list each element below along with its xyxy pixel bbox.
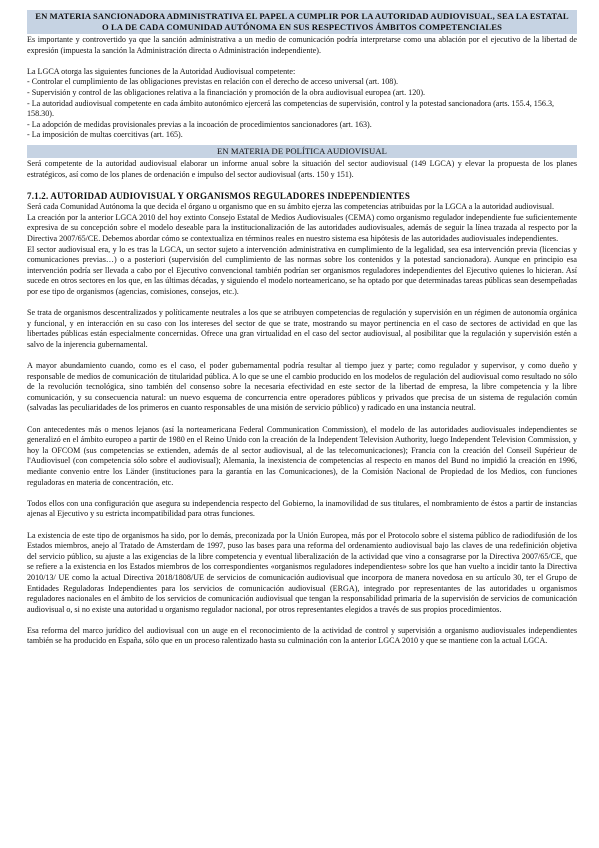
- function-item: - Controlar el cumplimiento de las obligaciones previstas en relación con el derecho de acceso universal (art. 108).: [27, 77, 399, 87]
- function-item: - La imposición de multas coercitivas (art. 165).: [27, 130, 183, 140]
- paragraph-functions-intro: La LGCA otorga las siguientes funciones de la Autoridad Audiovisual competente:: [27, 66, 296, 76]
- paragraph-9: Esa reforma del marco jurídico del audiovisual con un auge en el reconocimiento de la actividad de control y supervisión a organismo audiovisuales independientes también se ha producido en España, sólo que en un proceso ralentizado hasta su culminación con la anterior LGCA 2010 y que se mantiene con la actual LGCA.: [27, 625, 577, 646]
- paragraph-intro: Es importante y controvertido ya que la sanción administrativa a un medio de comunicación podría interpretarse como una ablación por el ejecutivo de la libertad de expresión (impuesta la sanción la Administración directa o Administración independiente).: [27, 35, 577, 55]
- paragraph-7: Todos ellos con una configuración que asegura su independencia respecto del Gobierno, la inamovilidad de sus titulares, el nombramiento de éstos a partir de instancias ajenas al Ejecutivo y su estricta incompatibilidad para otras funciones.: [27, 498, 577, 519]
- banner-policy: EN MATERIA DE POLÍTICA AUDIOVISUAL: [27, 145, 577, 158]
- section-title: 7.1.2. AUTORIDAD AUDIOVISUAL Y ORGANISMOS REGULADORES INDEPENDIENTES: [27, 191, 411, 202]
- functions-list: [27, 77, 577, 141]
- paragraph-4: Se trata de organismos descentralizados y políticamente neutrales a los que se atribuyen competencias de regulación y supervisión en un régimen de autonomía orgánica y funcional, y en interacción en su caso con los intereses del sector de que se trate, mostrando su mayor pertinencia en el caso de sectores de actividad en que las libertades públicas están especialmente concernidas. Ofrece una gran virtualidad en el caso del sector audiovisual, al posibilitar que la regulación y supervisión estén a salvo de la injerencia gubernamental.: [27, 308, 577, 349]
- paragraph-6: Con antecedentes más o menos lejanos (así la norteamericana Federal Communication Commission), el modelo de las autoridades audiovisuales independientes se generalizó en el ámbito europeo a partir de 1980 en el Reino Unido con la creación de la Independent Television Authority, luego Independent Television Commission, y hoy la OFCOM (sus competencias se extienden, además de al sector audiovisual, al de las telecomunicaciones); Francia con la creación del Conseil Supérieur de l'Audiovisuel (con competencia sólo sobre el audiovisual); Alemania, la inexistencia de competencias al respecto en manos del Bund no impidió la creación en 1996, mediante convenio entre los Länder (instituciones para la garantía en las Comunicaciones), de la Comisión Nacional de Propiedad de los Medios, con funciones reguladoras en materia de concentración, etc.: [27, 424, 577, 487]
- function-item: - La adopción de medidas provisionales previas a la incoación de procedimientos sancionadores (art. 163).: [27, 119, 372, 129]
- paragraph-5: A mayor abundamiento cuando, como es el caso, el poder gubernamental podría resultar al tiempo juez y parte; como regulador y supervisor, y como dueño y responsable de medios de comunicación de titularidad pública. A lo que se une el cambio producido en los modelos de regulación del audiovisual como resultado no sólo de la revolución tecnológica, sino también del consenso sobre la necesaria efectividad en este sector de la libertad de empresa, la libre competencia y la libre comunicación, y su consecuencia natural: un nuevo esquema de concurrencia entre operadores públicos y privados que precisa de un sistema de regulación común (salvadas las peculiaridades de los primeros en cuanto responsables de una misión de servicio público) y radicado en una instancia neutral.: [27, 361, 577, 413]
- paragraph-2: La creación por la anterior LGCA 2010 del hoy extinto Consejo Estatal de Medios Audiovisuales (CEMA) como organismo regulador independiente fue suficientemente expresiva de su concepción sobre el modelo deseable para la institucionalización de las autoridades audiovisuales, además de seguir la línea trazada al respecto por la Directiva 2007/65/CE. Debemos abordar cómo se contextualiza en términos reales en nuestro sistema esa hipótesis de las autoridades audiovisuales independientes.: [27, 212, 577, 243]
- function-item: - La autoridad audiovisual competente en cada ámbito autonómico ejercerá las competencias de supervisión, control y la potestad sancionadora (arts. 155.4, 156.3, 158.30).: [27, 98, 555, 119]
- paragraph-1: Será cada Comunidad Autónoma la que decida el órgano u organismo que en su ámbito ejerza las competencias atribuidas por la LGCA a la autoridad audiovisual.: [27, 202, 554, 212]
- paragraph-3: El sector audiovisual era, y lo es tras la LGCA, un sector sujeto a intervención administrativa en cumplimiento de la legalidad, sea esa intervención previa (licencias y comunicaciones previas…) o a posteriori (supervisión del cumplimiento de las normas sobre los contenidos y la potestad sancionadora). Aunque en principio esa intervención podría ser llevada a cabo por el Ejecutivo convencional también podrían ser organismos reguladores independientes del Ejecutivo quienes lo hicieran. Así sucede en otros sectores en los que, en las últimas décadas, y siguiendo el modelo norteamericano, se ha optado por que determinadas tareas públicas sean desempeñadas por ese tipo de organismos (agencias, comisiones, consejos, etc.).: [27, 244, 577, 296]
- function-item: - Supervisión y control de las obligaciones relativa a la financiación y promoción de la obra audiovisual europea (art. 120).: [27, 87, 426, 97]
- banner-sanctioning: EN MATERIA SANCIONADORA ADMINISTRATIVA EL PAPEL A CUMPLIR POR LA AUTORIDAD AUDIOVISUAL, SEA LA ESTATAL O LA DE CADA COMUNIDAD AUTÓNOMA EN SUS RESPECTIVOS ÁMBITOS COMPETENCIALES: [27, 10, 577, 34]
- paragraph-8: La existencia de este tipo de organismos ha sido, por lo demás, preconizada por la Unión Europea, más por el Protocolo sobre el sistema público de radiodifusión de los Estados miembros, anejo al Tratado de Amsterdam de 1997, puso las bases para una reforma del ordenamiento audiovisual bajo las claves de una redefinición objetiva del servicio público, su ajuste a las exigencias de la libre competencia y eventual liberalización de la actividad que vino a consagrarse por la Directiva 2007/65/CE, que se refiere a la existencia en los Estados miembros de los correspondientes «organismos reguladores independientes» sobre los que han vuelto a incidir tanto la Directiva 2010/13/ UE como la actual Directiva 2018/1808/UE de servicios de comunicación audiovisual que incorpora de manera novedosa en su artículo 30, ter el Grupo de Entidades Reguladoras Independientes para los servicios de comunicación audiovisual (ERGA), integrado por representantes de las autoridades u organismos reguladores nacionales en el ámbito de los servicios de comunicación audiovisual que tengan la responsabilidad primaria de la supervisión de servicios de comunicación audiovisual o, si no existe una autoridad u organismo regulador nacional, por otros representantes elegidos a través de sus propios procedimientos.: [27, 530, 577, 614]
- paragraph-policy: Será competente de la autoridad audiovisual elaborar un informe anual sobre la situación del sector audiovisual (149 LGCA) y elevar la propuesta de los planes estratégicos, así como de los planes de ordenación e impulso del sector audiovisual (arts. 150 y 151).: [27, 158, 577, 179]
